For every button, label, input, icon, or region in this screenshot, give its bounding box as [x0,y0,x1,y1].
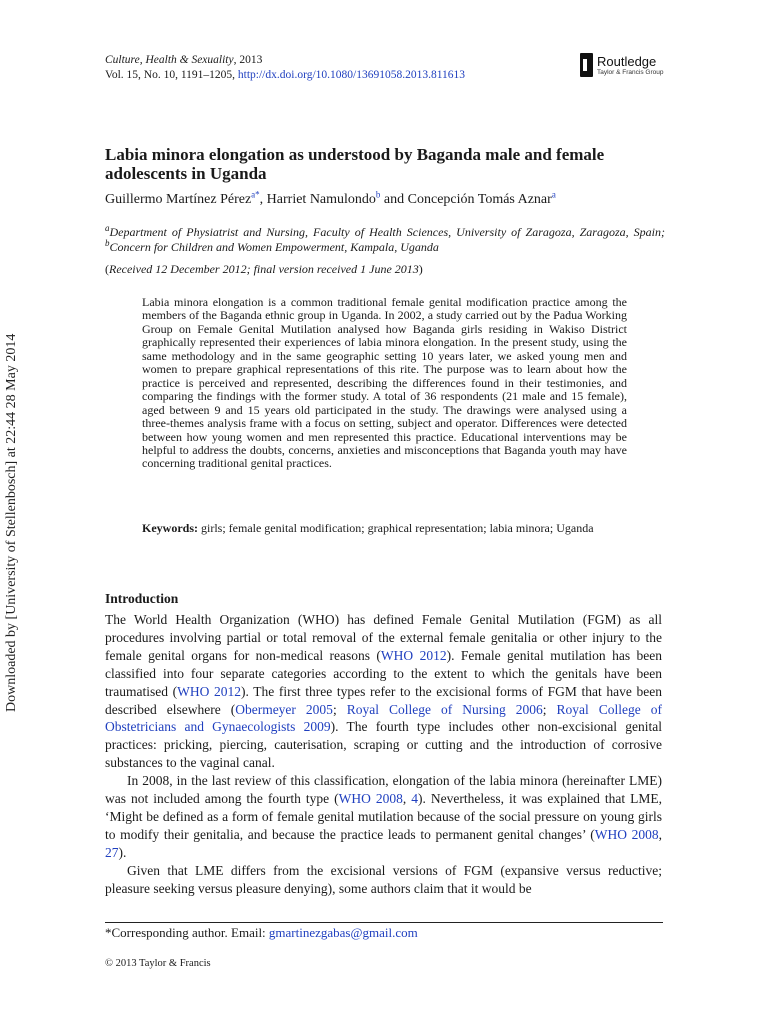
paragraph-1 [105,611,662,772]
download-watermark [4,312,24,712]
journal-line-2 [105,68,465,83]
author-1-affil-link[interactable]: a [251,189,256,200]
received-dates [105,262,423,277]
citation-who-2008[interactable]: WHO 2008 [338,791,403,807]
publisher-logo [580,53,670,79]
introduction-body [105,611,662,898]
p1-text: ). Female genital mutilation has been classified into four separate categories according to the extent to which the genitals have been traumatised ( [105,647,663,699]
citation-page-4[interactable]: 4 [411,791,418,807]
corresponding-author-footnote [105,925,418,941]
p2-text: ). [118,844,127,860]
routledge-logo-icon [580,53,593,77]
p2-text: In 2008, in the last review of this classification, elongation of the labia minora (hereinafter LME) was not included among the fourth type ( [105,773,662,807]
download-watermark-text: Downloaded by [University of Stellenbosch] at 22:44 28 May 2014 [4,333,19,712]
affil-b-text: Concern for Children and Women Empowerment, Kampala, Uganda [109,240,439,254]
citation-who-2012[interactable]: WHO 2012 [177,683,241,699]
keywords-label: Keywords: [142,521,198,535]
journal-header [105,53,465,83]
received-open: ( [105,262,109,276]
author-1: Guillermo Martínez Pérez [105,192,252,207]
author-2: , Harriet Namulondo [259,192,376,207]
journal-year: , 2013 [233,54,263,66]
p1-text: ). The first three types refer to the excisional forms of FGM that have been described elsewhere ( [105,683,662,717]
article-title: Labia minora elongation as understood by Baganda male and female adolescents in Uganda [105,145,605,183]
affil-a-text: Department of Physiatrist and Nursing, Faculty of Health Sciences, University of Zaragoza, Zaragoza, Spain; [109,225,665,239]
citation-rcog-2009[interactable]: Royal College of Obstetricians and Gynaecologists 2009 [105,701,662,735]
keywords [142,522,627,536]
author-3: and Concepción Tomás Aznar [380,192,552,207]
author-list [105,191,556,209]
p1-text: ). The fourth type includes other non-excisional genital practices: pricking, piercing, cauterisation, scraping or cutting and the introduction of corrosive substances to the vaginal canal. [105,719,662,771]
p1-text: ; [332,701,347,717]
citation-who-2008[interactable]: WHO 2008 [594,826,659,842]
copyright-notice: © 2013 Taylor & Francis [105,958,211,969]
p1-text: The World Health Organization (WHO) has defined Female Genital Mutilation (FGM) as all procedures involving partial or total removal of the external female genitalia or other injury to the female genital organs for non-medical reasons ( [105,612,662,663]
publisher-subtitle: Taylor & Francis Group [597,69,664,76]
keywords-text: girls; female genital modification; graphical representation; labia minora; Uganda [198,521,594,535]
journal-volume: Vol. 15, No. 10, 1191–1205, [105,69,238,81]
paragraph-3: Given that LME differs from the excisional versions of FGM (expansive versus reductive; pleasure seeking versus pleasure denying), some authors claim that it would be [105,862,662,896]
affil-b-marker: b [105,238,110,248]
abstract: Labia minora elongation is a common traditional female genital modification practice among the members of the Baganda ethnic group in Uganda. In 2002, a study carried out by the Padua Working Group on Female Genital Mutilation analysed how Baganda girls residing in Wakiso District graphically represented their experiences of labia minora elongation. In the present study, using the same methodology and in the same geographic setting 10 years later, we asked young men and women to prepare graphical representations of this rite. The purpose was to learn about how the practice is perceived and represented, describing the differences found in their testimonies, and comparing the findings with the former study. A total of 36 respondents (21 male and 15 female), aged between 9 and 15 years old participated in the study. The drawings were analysed using a three-themes analysis frame with a focus on setting, subject and operator. Differences were detected between how young women and men represented this practice. Educational interventions may be helpful to address the doubts, concerns, anxieties and misconceptions that Baganda youth may have concerning traditional genital practices. [142,295,627,471]
corresponding-author-link[interactable]: * [255,189,260,200]
citation-page-27[interactable]: 27 [105,844,119,860]
footnote-divider [105,922,663,923]
author-3-affil-link[interactable]: a [551,189,556,200]
citation-obermeyer-2005[interactable]: Obermeyer 2005 [235,701,333,717]
received-text: Received 12 December 2012; final version received 1 June 2013 [109,262,419,276]
journal-name: Culture, Health & Sexuality [105,54,234,66]
author-email-link[interactable]: gmartinezgabas@gmail.com [268,925,418,940]
publisher-name: Routledge [597,54,657,69]
citation-who-2012[interactable]: WHO 2012 [380,647,447,663]
citation-rcn-2006[interactable]: Royal College of Nursing 2006 [346,701,543,717]
p1-text: ; [542,701,557,717]
author-2-affil-link[interactable]: b [375,189,381,200]
received-close: ) [418,262,423,276]
affil-a-marker: a [105,223,110,233]
paragraph-2 [105,772,662,862]
section-heading-introduction: Introduction [105,591,179,606]
p2-text: , [402,791,412,807]
p2-text: ). Nevertheless, it was explained that LME, ‘Might be defined as a form of female genital mutilation because of the social pressure on young girls to modify their genitalia, and because the practice leads to permanent genital changes’ ( [105,791,662,842]
doi-link[interactable]: http://dx.doi.org/10.1080/13691058.2013.811613 [237,69,466,81]
affiliations [105,225,665,255]
footnote-text: *Corresponding author. Email: [105,925,269,940]
p2-text: , [658,826,662,842]
journal-line-1 [105,53,465,68]
